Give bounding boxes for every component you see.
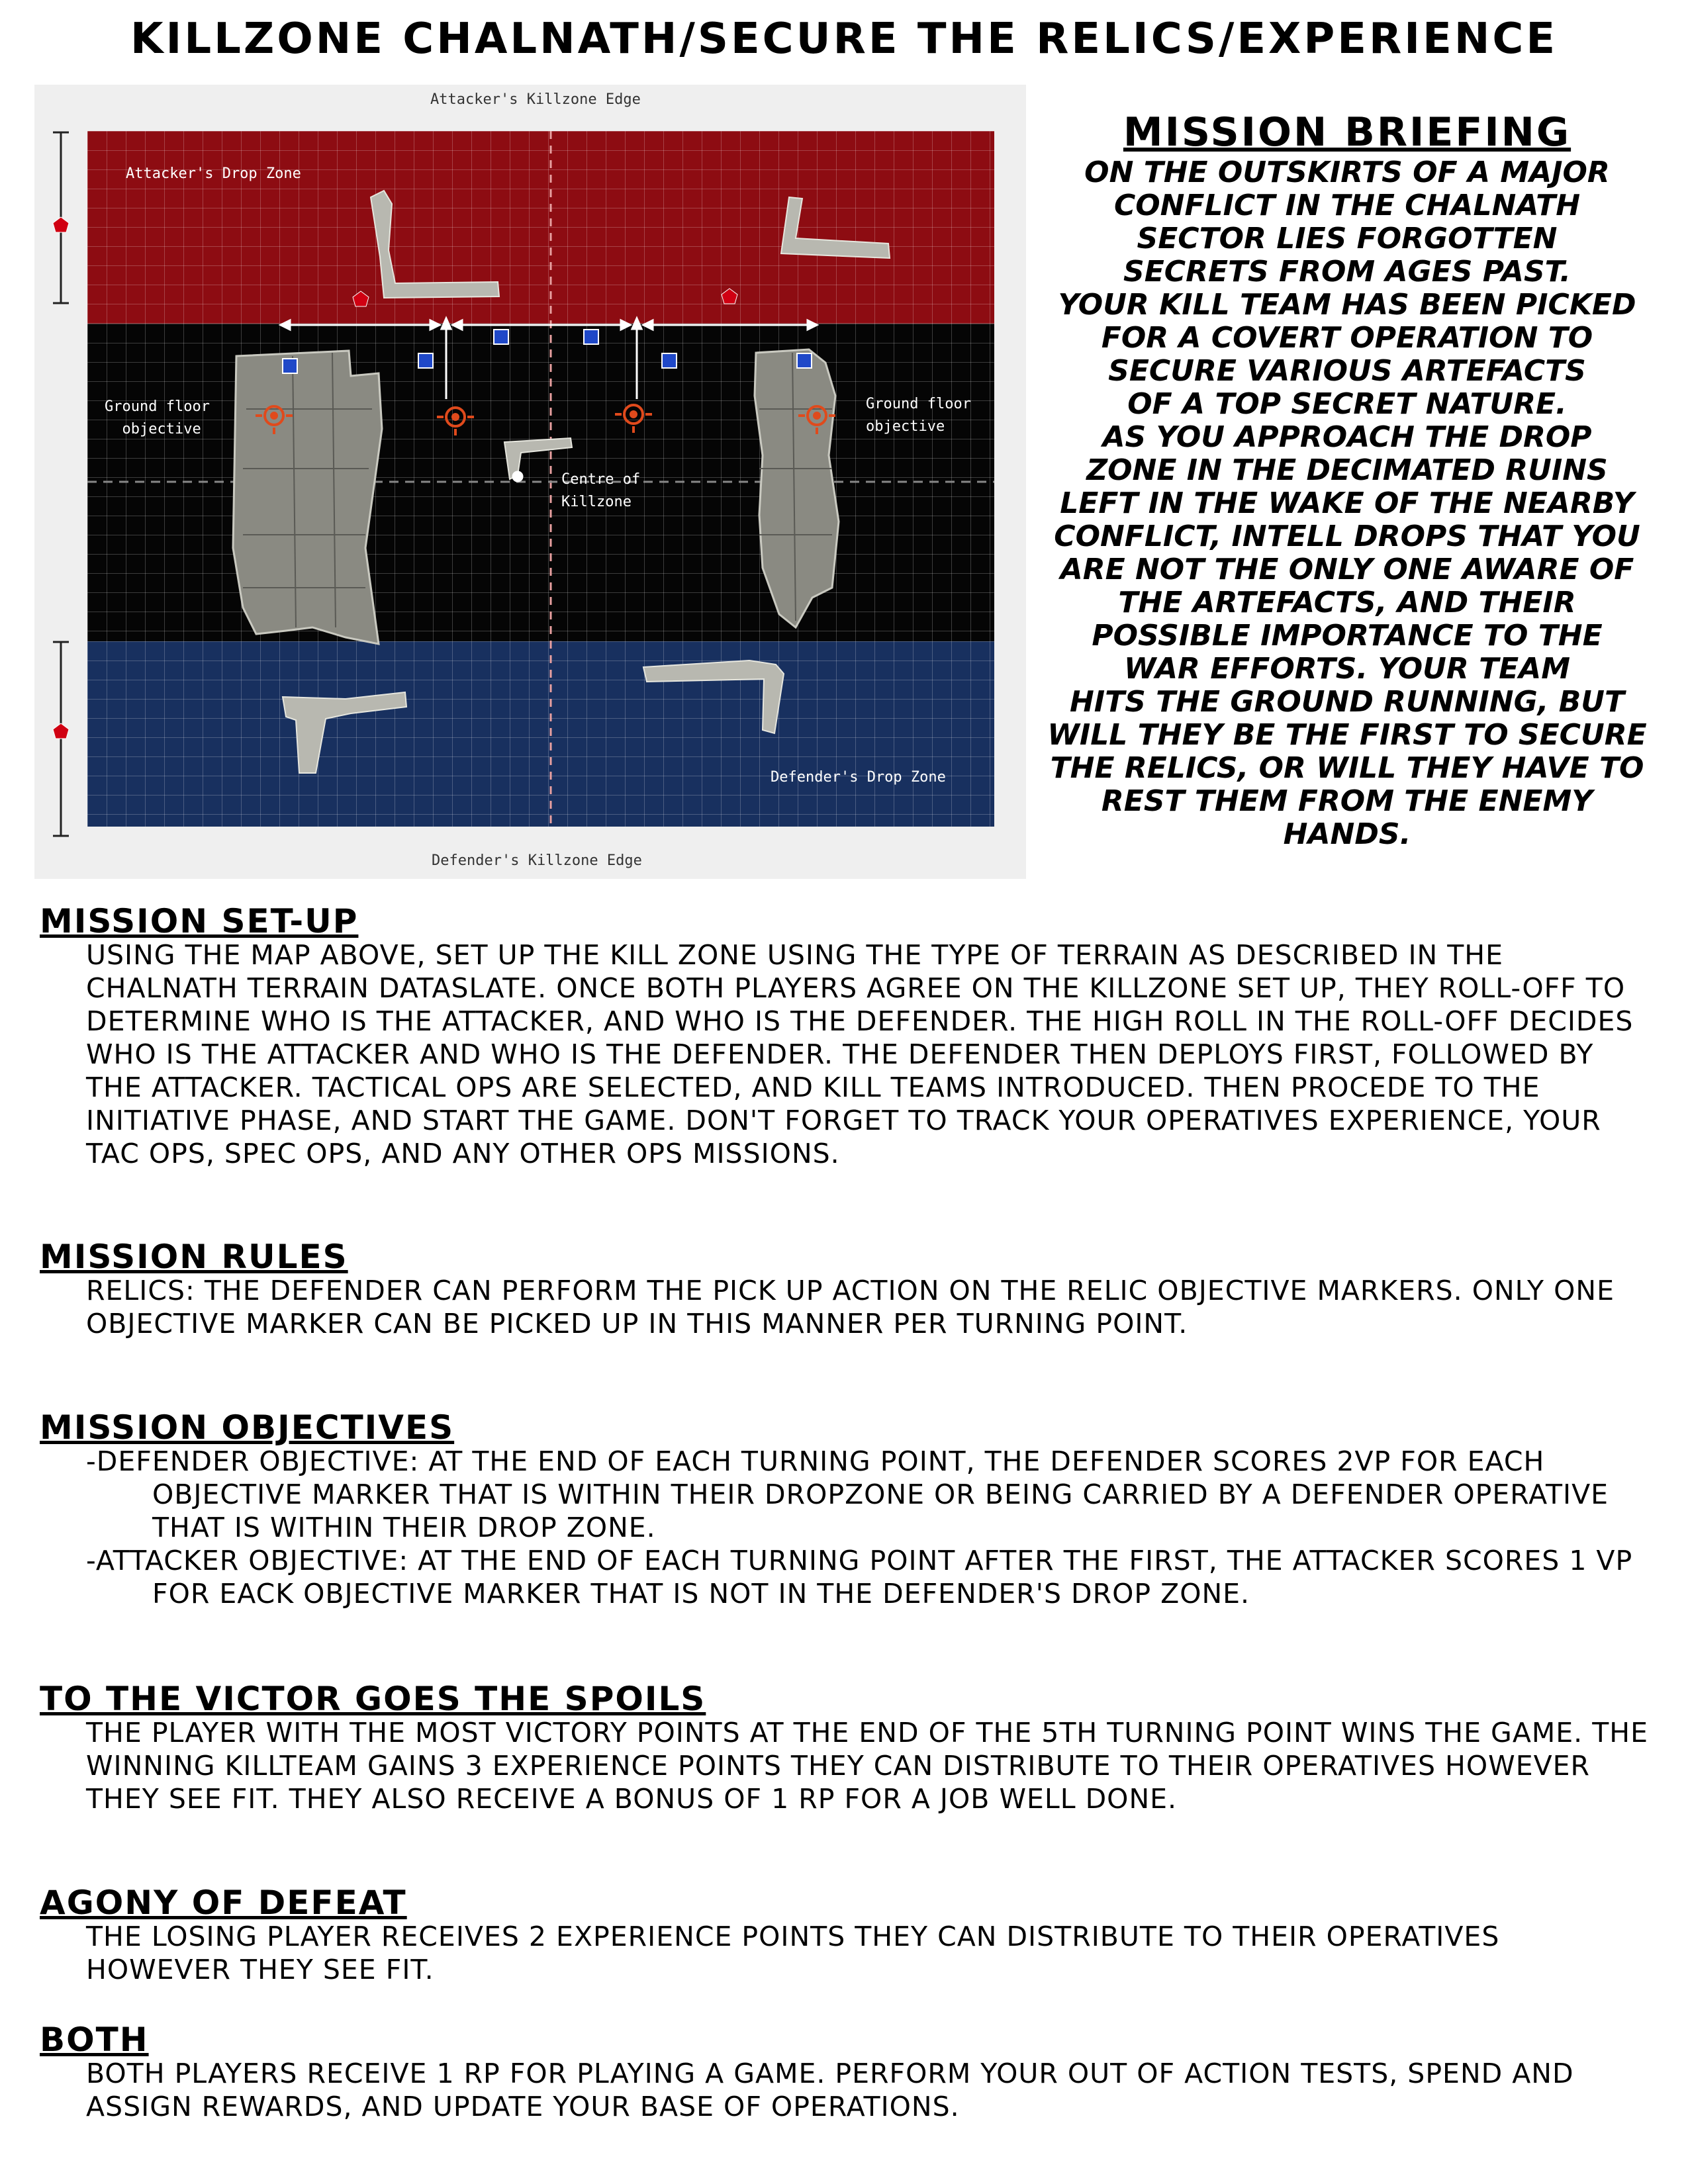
map-overlay xyxy=(34,85,1026,879)
briefing-line: CONFLICT IN THE CHALNATH xyxy=(1113,189,1581,222)
briefing-line: CONFLICT, INTELL DROPS THAT YOU xyxy=(1054,520,1640,553)
attacker-objective: -ATTACKER OBJECTIVE: AT THE END OF EACH TURNING POINT AFTER THE FIRST, THE ATTACKER SCORES 1 VP FOR EACK OBJECTIVE MARKER THAT IS NOT IN THE DEFENDER'S DROP ZONE. xyxy=(86,1545,1633,1610)
defeat-paragraph: THE LOSING PLAYER RECEIVES 2 EXPERIENCE POINTS THEY CAN DISTRIBUTE TO THEIR OPERATIVES HOWEVER THEY SEE FIT. xyxy=(86,1921,1500,1985)
killzone-map xyxy=(34,85,1026,879)
briefing-line: WAR EFFORTS. YOUR TEAM xyxy=(1124,652,1570,686)
objectives-text xyxy=(40,1445,1648,1610)
briefing-line: OF A TOP SECRET NATURE. xyxy=(1127,387,1567,421)
attacker-edge-label: Attacker's Killzone Edge xyxy=(430,91,641,108)
left-objective-label: Ground floor objective xyxy=(105,398,210,437)
briefing-line: WILL THEY BE THE FIRST TO SECURE xyxy=(1047,718,1647,752)
page-title: KILLZONE CHALNATH/SECURE THE RELICS/EXPERIENCE xyxy=(130,15,1558,64)
briefing-text xyxy=(1029,156,1665,851)
briefing-line: LEFT IN THE WAKE OF THE NEARBY xyxy=(1060,486,1634,520)
briefing-line: REST THEM FROM THE ENEMY xyxy=(1101,784,1593,818)
briefing-line: SECURE VARIOUS ARTEFACTS xyxy=(1108,354,1586,388)
defender-edge-label: Defender's Killzone Edge xyxy=(432,852,642,869)
briefing-line: AS YOU APPROACH THE DROP xyxy=(1102,420,1592,454)
briefing-line: HANDS. xyxy=(1283,817,1411,851)
right-objective-label: Ground floor objective xyxy=(866,396,971,435)
setup-paragraph: USING THE MAP ABOVE, SET UP THE KILL ZONE USING THE TYPE OF TERRAIN AS DESCRIBED IN THE CHALNATH TERRAIN DATASLATE. ONCE BOTH PLAYERS AGREE ON THE KILLZONE SET UP, THEY ROLL-OFF TO DETERMINE WHO IS THE ATTACKER, AND WHO IS THE DEFENDER. THE HIGH ROLL IN THE ROLL-OFF DECIDES WHO IS THE ATTACKER AND WHO IS THE DEFENDER. THE DEFENDER THEN DEPLOYS FIRST, FOLLOWED BY THE ATTACKER. TACTICAL OPS ARE SELECTED, AND KILL TEAMS INTRODUCED. THEN PROCEDE TO THE INITIATIVE PHASE, AND START THE GAME. DON'T FORGET TO TRACK YOUR OPERATIVES EXPERIENCE, YOUR TAC OPS, SPEC OPS, AND ANY OTHER OPS MISSIONS. xyxy=(86,939,1634,1169)
defeat-heading: AGONY OF DEFEAT xyxy=(40,1884,407,1922)
rules-paragraph: RELICS: THE DEFENDER CAN PERFORM THE PICK UP ACTION ON THE RELIC OBJECTIVE MARKERS. ONLY ONE OBJECTIVE MARKER CAN BE PICKED UP IN THIS MANNER PER TURNING POINT. xyxy=(86,1275,1615,1340)
briefing-line: ZONE IN THE DECIMATED RUINS xyxy=(1086,453,1608,487)
briefing-line: THE ARTEFACTS, AND THEIR xyxy=(1118,586,1576,619)
briefing-title: MISSION BRIEFING xyxy=(1123,109,1571,156)
setup-heading: MISSION SET-UP xyxy=(40,902,359,940)
victor-text xyxy=(40,1716,1648,1815)
objectives-heading: MISSION OBJECTIVES xyxy=(40,1408,455,1447)
briefing-line: SECRETS FROM AGES PAST. xyxy=(1123,255,1571,289)
briefing-line: POSSIBLE IMPORTANCE TO THE xyxy=(1092,619,1603,653)
briefing-line: THE RELICS, OR WILL THEY HAVE TO xyxy=(1050,751,1644,785)
defeat-text xyxy=(40,1920,1648,1986)
setup-text xyxy=(40,938,1648,1170)
briefing-line: FOR A COVERT OPERATION TO xyxy=(1101,321,1593,355)
attacker-drop-zone-label: Attacker's Drop Zone xyxy=(126,165,301,182)
centre-label: Centre of Killzone xyxy=(561,471,641,510)
rules-text xyxy=(40,1274,1648,1340)
defender-objective: -DEFENDER OBJECTIVE: AT THE END OF EACH TURNING POINT, THE DEFENDER SCORES 2VP FOR EACH OBJECTIVE MARKER THAT IS WITHIN THEIR DROPZONE OR BEING CARRIED BY A DEFENDER OPERATIVE THAT IS WITHIN THEIR DROP ZONE. xyxy=(86,1445,1609,1543)
ruin-left xyxy=(233,351,382,644)
briefing-line: HITS THE GROUND RUNNING, BUT xyxy=(1069,685,1625,719)
ruin-right xyxy=(755,349,839,627)
briefing-line: ON THE OUTSKIRTS OF A MAJOR xyxy=(1084,156,1610,189)
victor-heading: TO THE VICTOR GOES THE SPOILS xyxy=(40,1680,706,1718)
blue-square-marker-icon xyxy=(283,330,812,373)
briefing-line: YOUR KILL TEAM HAS BEEN PICKED xyxy=(1058,288,1636,322)
defender-drop-zone-label: Defender's Drop Zone xyxy=(771,769,946,786)
victor-paragraph: THE PLAYER WITH THE MOST VICTORY POINTS AT THE END OF THE 5TH TURNING POINT WINS THE GAME. THE WINNING KILLTEAM GAINS 3 EXPERIENCE POINTS THEY CAN DISTRIBUTE TO THEIR OPERATIVES HOWEVER THEY SEE FIT. THEY ALSO RECEIVE A BONUS OF 1 RP FOR A JOB WELL DONE. xyxy=(86,1717,1648,1815)
briefing-line: ARE NOT THE ONLY ONE AWARE OF xyxy=(1060,553,1634,586)
rules-heading: MISSION RULES xyxy=(40,1238,348,1276)
both-heading: BOTH xyxy=(40,2021,149,2059)
both-text xyxy=(40,2057,1648,2123)
briefing-line: SECTOR LIES FORGOTTEN xyxy=(1137,222,1558,255)
both-paragraph: BOTH PLAYERS RECEIVE 1 RP FOR PLAYING A GAME. PERFORM YOUR OUT OF ACTION TESTS, SPEND AND ASSIGN REWARDS, AND UPDATE YOUR BASE OF OPERATIONS. xyxy=(86,2058,1574,2122)
